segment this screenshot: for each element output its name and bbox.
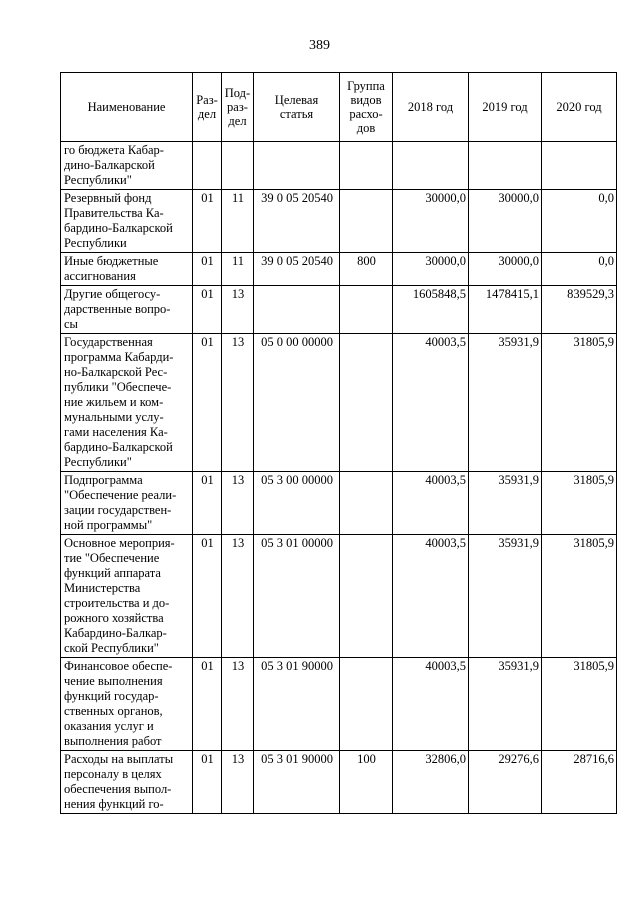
header-2019: 2019 год xyxy=(469,73,542,142)
cell-razdel: 01 xyxy=(193,253,222,286)
cell-2018: 40003,5 xyxy=(393,658,469,751)
cell-statya xyxy=(254,286,340,334)
table-row xyxy=(61,751,617,814)
cell-2020: 31805,9 xyxy=(542,658,617,751)
cell-gruppa xyxy=(340,142,393,190)
table-body xyxy=(61,142,617,814)
cell-2019: 35931,9 xyxy=(469,535,542,658)
cell-razdel: 01 xyxy=(193,535,222,658)
cell-2018: 30000,0 xyxy=(393,253,469,286)
cell-statya: 05 3 01 00000 xyxy=(254,535,340,658)
cell-2020: 31805,9 xyxy=(542,334,617,472)
cell-razdel: 01 xyxy=(193,472,222,535)
page-number: 389 xyxy=(309,38,330,53)
cell-statya: 05 3 01 90000 xyxy=(254,751,340,814)
table-row xyxy=(61,190,617,253)
cell-2020: 0,0 xyxy=(542,253,617,286)
cell-2018: 40003,5 xyxy=(393,334,469,472)
cell-2020: 28716,6 xyxy=(542,751,617,814)
cell-razdel: 01 xyxy=(193,190,222,253)
cell-2018: 40003,5 xyxy=(393,535,469,658)
cell-razdel xyxy=(193,142,222,190)
cell-razdel: 01 xyxy=(193,286,222,334)
cell-2019: 29276,6 xyxy=(469,751,542,814)
cell-2018: 30000,0 xyxy=(393,190,469,253)
table-row xyxy=(61,253,617,286)
table-row xyxy=(61,658,617,751)
header-podrazdel: Под- раз- дел xyxy=(222,73,254,142)
cell-statya: 39 0 05 20540 xyxy=(254,253,340,286)
cell-name: Другие общегосу- дарственные вопро- сы xyxy=(61,286,193,334)
cell-name: Государственная программа Кабарди- но-Балкарской Рес- публики "Обеспече- ние жильем и ком- мунальными услу- гами населения Ка- бардино-Балкарской Республики" xyxy=(61,334,193,472)
cell-statya xyxy=(254,142,340,190)
cell-gruppa xyxy=(340,472,393,535)
cell-podrazdel: 13 xyxy=(222,751,254,814)
cell-gruppa: 100 xyxy=(340,751,393,814)
cell-2019: 1478415,1 xyxy=(469,286,542,334)
cell-name: Резервный фонд Правительства Ка- бардино-Балкарской Республики xyxy=(61,190,193,253)
table-row xyxy=(61,535,617,658)
cell-gruppa: 800 xyxy=(340,253,393,286)
header-name: Наименование xyxy=(61,73,193,142)
cell-podrazdel: 13 xyxy=(222,658,254,751)
cell-podrazdel: 13 xyxy=(222,535,254,658)
cell-2020: 0,0 xyxy=(542,190,617,253)
cell-statya: 05 3 01 90000 xyxy=(254,658,340,751)
cell-statya: 05 3 00 00000 xyxy=(254,472,340,535)
table-row xyxy=(61,286,617,334)
cell-name: Основное мероприя- тие "Обеспечение функций аппарата Министерства строительства и до- рожного хозяйства Кабардино-Балкар- ской Республики" xyxy=(61,535,193,658)
cell-statya: 05 0 00 00000 xyxy=(254,334,340,472)
cell-name: Подпрограмма "Обеспечение реали- зации государствен- ной программы" xyxy=(61,472,193,535)
table-row xyxy=(61,142,617,190)
cell-razdel: 01 xyxy=(193,658,222,751)
cell-2018: 40003,5 xyxy=(393,472,469,535)
cell-podrazdel: 13 xyxy=(222,334,254,472)
cell-statya: 39 0 05 20540 xyxy=(254,190,340,253)
cell-2020: 839529,3 xyxy=(542,286,617,334)
cell-podrazdel xyxy=(222,142,254,190)
cell-podrazdel: 13 xyxy=(222,472,254,535)
header-2020: 2020 год xyxy=(542,73,617,142)
cell-podrazdel: 11 xyxy=(222,253,254,286)
header-razdel: Раз- дел xyxy=(193,73,222,142)
budget-table xyxy=(60,72,617,814)
header-statya: Целевая статья xyxy=(254,73,340,142)
cell-2019 xyxy=(469,142,542,190)
cell-2018: 1605848,5 xyxy=(393,286,469,334)
cell-2019: 35931,9 xyxy=(469,658,542,751)
cell-razdel: 01 xyxy=(193,751,222,814)
cell-name: го бюджета Кабар- дино-Балкарской Республики" xyxy=(61,142,193,190)
cell-gruppa xyxy=(340,190,393,253)
table-header-row xyxy=(61,73,617,142)
cell-gruppa xyxy=(340,658,393,751)
cell-2020 xyxy=(542,142,617,190)
cell-2018: 32806,0 xyxy=(393,751,469,814)
cell-2019: 35931,9 xyxy=(469,334,542,472)
cell-name: Финансовое обеспе- чение выполнения функций государ- ственных органов, оказания услуг и выполнения работ xyxy=(61,658,193,751)
cell-gruppa xyxy=(340,286,393,334)
header-gruppa: Группа видов расхо- дов xyxy=(340,73,393,142)
table-row xyxy=(61,472,617,535)
cell-podrazdel: 13 xyxy=(222,286,254,334)
table-row xyxy=(61,334,617,472)
cell-gruppa xyxy=(340,535,393,658)
cell-2019: 30000,0 xyxy=(469,253,542,286)
cell-2019: 35931,9 xyxy=(469,472,542,535)
header-2018: 2018 год xyxy=(393,73,469,142)
cell-2019: 30000,0 xyxy=(469,190,542,253)
cell-2020: 31805,9 xyxy=(542,472,617,535)
cell-name: Иные бюджетные ассигнования xyxy=(61,253,193,286)
cell-razdel: 01 xyxy=(193,334,222,472)
cell-2018 xyxy=(393,142,469,190)
cell-2020: 31805,9 xyxy=(542,535,617,658)
cell-name: Расходы на выплаты персоналу в целях обеспечения выпол- нения функций го- xyxy=(61,751,193,814)
cell-gruppa xyxy=(340,334,393,472)
cell-podrazdel: 11 xyxy=(222,190,254,253)
